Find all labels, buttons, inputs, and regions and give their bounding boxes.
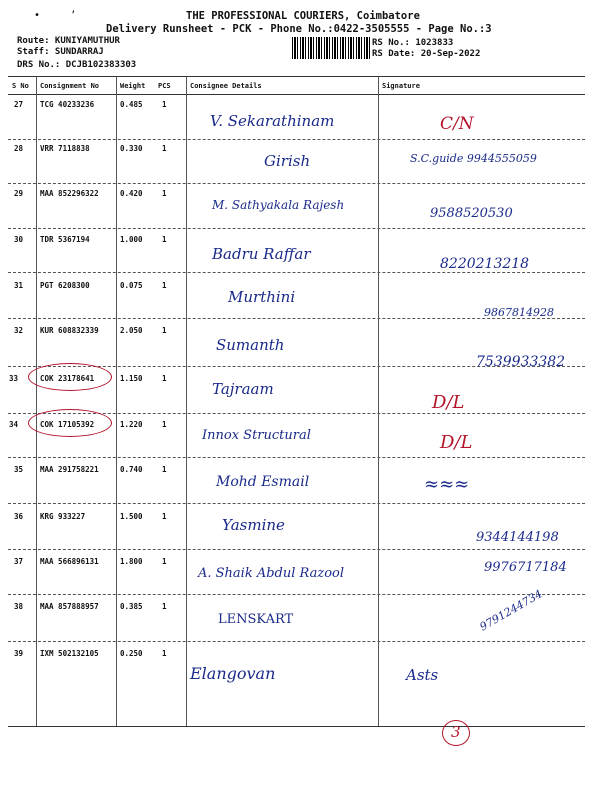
row-sno: 32 — [14, 326, 24, 335]
row-sno: 27 — [14, 100, 24, 109]
row-consignment: MAA 857888957 — [40, 602, 99, 611]
row-signature: 9791244734 — [477, 587, 545, 634]
row-divider — [8, 503, 585, 504]
row-weight: 0.420 — [120, 189, 143, 198]
row-weight: 1.000 — [120, 235, 143, 244]
row-consignee: Innox Structural — [202, 428, 311, 443]
row-weight: 0.485 — [120, 100, 143, 109]
row-signature: 9588520530 — [430, 206, 513, 221]
drs-label: DRS No.: DCJB102383303 — [17, 60, 137, 70]
row-consignee: Sumanth — [216, 336, 285, 354]
row-consignee: Yasmine — [222, 516, 285, 534]
route-label: Route: KUNIYAMUTHUR — [17, 36, 120, 46]
row-consignment: COK 23178641 — [40, 374, 95, 383]
row-pcs: 1 — [162, 235, 167, 244]
row-divider — [8, 549, 585, 550]
table-top-border — [8, 76, 585, 77]
header-sno: S No — [12, 82, 29, 90]
row-signature: C/N — [440, 114, 474, 134]
row-sno: 35 — [14, 465, 24, 474]
row-pcs: 1 — [162, 100, 167, 109]
red-circle-marking — [28, 363, 112, 391]
row-consignee: LENSKART — [218, 612, 294, 627]
row-signature-scribble: ≈≈≈ — [424, 474, 470, 495]
rs-no-label: RS No.: 1023833 — [372, 38, 454, 48]
row-consignment: KRG 933227 — [40, 512, 86, 521]
row-sno: 31 — [14, 281, 24, 290]
col-divider — [36, 76, 37, 726]
row-divider — [8, 228, 585, 229]
row-consignee: A. Shaik Abdul Razool — [198, 566, 345, 581]
row-consignee: Tajraam — [212, 380, 274, 398]
row-signature: D/L — [440, 432, 473, 453]
row-divider — [8, 183, 585, 184]
row-pcs: 1 — [162, 465, 167, 474]
table-header-border — [8, 94, 585, 95]
barcode — [292, 37, 370, 59]
row-consignee: M. Sathyakala Rajesh — [212, 198, 345, 212]
row-pcs: 1 — [162, 281, 167, 290]
row-signature: 7539933382 — [476, 354, 566, 370]
row-consignment: MAA 291758221 — [40, 465, 99, 474]
row-consignment: TDR 5367194 — [40, 235, 90, 244]
row-weight: 1.220 — [120, 420, 143, 429]
row-sno: 39 — [14, 649, 24, 658]
row-weight: 1.500 — [120, 512, 143, 521]
row-divider — [8, 594, 585, 595]
row-consignment: MAA 566896131 — [40, 557, 99, 566]
row-consignment: MAA 852296322 — [40, 189, 99, 198]
row-signature: Asts — [406, 666, 439, 684]
row-pcs: 1 — [162, 189, 167, 198]
row-sno: 28 — [14, 144, 24, 153]
row-pcs: 1 — [162, 649, 167, 658]
row-pcs: 1 — [162, 374, 167, 383]
header-consignment: Consignment No — [40, 82, 100, 90]
row-divider — [8, 318, 585, 319]
row-signature: 9867814928 — [484, 306, 554, 319]
red-circle-marking — [28, 409, 112, 437]
row-consignee: Mohd Esmail — [216, 474, 310, 490]
row-divider — [8, 272, 585, 273]
row-consignee: Elangovan — [190, 664, 276, 683]
header-pcs: PCS — [158, 82, 171, 90]
runsheet-title: Delivery Runsheet - PCK - Phone No.:0422-3505555 - Page No.:3 — [106, 23, 492, 35]
row-pcs: 1 — [162, 602, 167, 611]
header-signature: Signature — [382, 82, 420, 90]
row-pcs: 1 — [162, 512, 167, 521]
row-sno: 29 — [14, 189, 24, 198]
row-pcs: 1 — [162, 326, 167, 335]
row-signature: D/L — [432, 392, 465, 413]
row-consignee: Murthini — [228, 288, 296, 306]
row-divider — [8, 641, 585, 642]
row-weight: 1.150 — [120, 374, 143, 383]
col-divider — [186, 76, 187, 726]
row-consignment: PGT 6208300 — [40, 281, 90, 290]
row-signature: 9976717184 — [484, 560, 567, 575]
company-title: THE PROFESSIONAL COURIERS, Coimbatore — [186, 10, 420, 22]
row-consignment: KUR 608832339 — [40, 326, 99, 335]
row-weight: 0.385 — [120, 602, 143, 611]
row-consignment: IXM 502132105 — [40, 649, 99, 658]
row-sno: 33 — [9, 374, 19, 383]
row-weight: 0.330 — [120, 144, 143, 153]
row-consignment: COK 17105392 — [40, 420, 95, 429]
row-signature: S.C.guide 9944555059 — [410, 152, 537, 165]
row-weight: 0.250 — [120, 649, 143, 658]
row-sno: 30 — [14, 235, 24, 244]
header-consignee: Consignee Details — [190, 82, 262, 90]
row-consignee: Girish — [264, 152, 311, 170]
row-signature: 9344144198 — [476, 530, 559, 545]
row-sno: 34 — [9, 420, 19, 429]
row-weight: 2.050 — [120, 326, 143, 335]
staff-label: Staff: SUNDARRAJ — [17, 47, 104, 57]
header-weight: Weight — [120, 82, 146, 90]
row-sno: 37 — [14, 557, 24, 566]
row-consignment: VRR 7118838 — [40, 144, 90, 153]
row-divider — [8, 139, 585, 140]
col-divider — [116, 76, 117, 726]
row-divider — [8, 457, 585, 458]
row-signature: 8220213218 — [440, 256, 530, 272]
row-weight: 0.075 — [120, 281, 143, 290]
rs-date-label: RS Date: 20-Sep-2022 — [372, 49, 481, 59]
row-consignment: TCG 40233236 — [40, 100, 95, 109]
col-divider — [378, 76, 379, 726]
doc-mark: • ’ — [34, 10, 77, 21]
row-sno: 38 — [14, 602, 24, 611]
row-pcs: 1 — [162, 420, 167, 429]
row-weight: 1.800 — [120, 557, 143, 566]
table-bottom-border — [8, 726, 585, 727]
row-consignee: Badru Raffar — [212, 245, 311, 263]
row-weight: 0.740 — [120, 465, 143, 474]
row-sno: 36 — [14, 512, 24, 521]
row-pcs: 1 — [162, 557, 167, 566]
page-number-text: 3 — [451, 723, 461, 741]
row-pcs: 1 — [162, 144, 167, 153]
row-consignee: V. Sekarathinam — [210, 112, 335, 130]
